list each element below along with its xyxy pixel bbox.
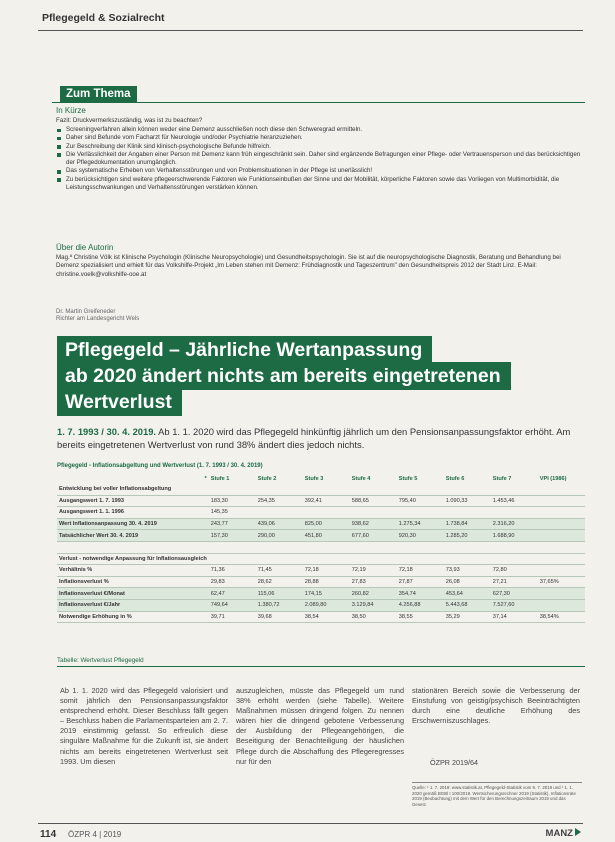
in-brief-list <box>56 126 581 192</box>
table-cell <box>538 495 585 507</box>
table-cell <box>256 553 303 565</box>
publisher-name: MANZ <box>545 828 573 839</box>
table-cell <box>350 553 397 565</box>
table-footer-rule <box>57 666 585 667</box>
table-header-cell: VPI (1986) <box>539 476 567 482</box>
table-cell: 1.688,90 <box>491 530 538 542</box>
table-cell <box>491 507 538 519</box>
in-brief-list-wrap <box>56 126 581 192</box>
table-cell <box>397 541 444 553</box>
table-cell: 5.443,68 <box>444 599 491 611</box>
table-cell: 27,87 <box>397 576 444 588</box>
table-row <box>57 530 585 542</box>
table-cell <box>538 484 585 495</box>
table-cell <box>303 541 350 553</box>
table-cell: 39,71 <box>209 611 256 623</box>
table-cell: 3.129,84 <box>350 599 397 611</box>
table-row <box>57 565 585 577</box>
table-row <box>57 611 585 623</box>
body-column-3: stationären Bereich sowie die Verbesserung der Einstufung von geistig/psychisch Beeinträchtigten durch eine deutliche Erhöhung des Erschwerniszuschlages. <box>412 686 580 726</box>
table-cell <box>491 553 538 565</box>
article-title-line-1: Pflegegeld – Jährliche Wertanpassung <box>57 336 432 364</box>
table-cell <box>350 541 397 553</box>
table-cell: 439,06 <box>256 518 303 530</box>
table-cell <box>397 507 444 519</box>
table-cell: 1.453,46 <box>491 495 538 507</box>
table-cell: 71,36 <box>209 565 256 577</box>
table-row <box>57 599 585 611</box>
in-brief-bullet: Die Verlässlichkeit der Angaben einer Person mit Demenz kann früh eingeschränkt sein. Daher sind ergänzende Befragungen einer Pflege- oder Vertrauensperson und das berücksichtigen der Pflegedokumentation unumgänglich. <box>56 151 581 168</box>
author-bio: Mag.ª Christine Völk ist Klinische Psychologin (Klinische Neuropsychologie) und Gesundheitspsychologin. Sie ist auf die neuropsychologische Diagnostik, Beratung und Behandlung bei Demenz spezialisiert und erhielt für das Volkshilfe-Projekt „Im Leben stehen mit Demenz: Frühdiagnostik und Tageszentrum" den Gesundheitspreis 2012 der Stadt Linz. E-Mail: christine.voelk@volkshilfe-ooe.at <box>56 254 561 278</box>
row-label: Inflationsverlust €/Jahr <box>57 599 209 611</box>
row-label: Verhältnis % <box>57 565 209 577</box>
table-cell: 37,65% <box>538 576 585 588</box>
table-cell: 1.285,20 <box>444 530 491 542</box>
table-cell <box>303 484 350 495</box>
table-row <box>57 541 585 553</box>
table-cell: 71,45 <box>256 565 303 577</box>
table-cell: 451,80 <box>303 530 350 542</box>
row-label <box>57 541 209 553</box>
table-row <box>57 484 585 495</box>
table-cell <box>491 484 538 495</box>
table-cell: 174,15 <box>303 588 350 600</box>
table-cell: 354,74 <box>397 588 444 600</box>
table-cell <box>538 565 585 577</box>
table-cell: 627,30 <box>491 588 538 600</box>
table-cell <box>444 541 491 553</box>
table-cell: 2.089,80 <box>303 599 350 611</box>
table-body <box>57 484 585 623</box>
in-brief-bullet: Daher sind Befunde vom Facharzt für Neurologie und/oder Psychiatrie heranzuziehen. <box>56 134 581 142</box>
table-cell <box>209 541 256 553</box>
table-cell <box>397 484 444 495</box>
table-header-cell: Stufe 6 <box>445 476 465 482</box>
badge-rule <box>52 102 585 103</box>
table-cell: 73,93 <box>444 565 491 577</box>
page-number: 114 <box>40 829 57 840</box>
table-cell: 938,62 <box>350 518 397 530</box>
author-name: Dr. Martin Greifeneder <box>56 309 116 315</box>
table-cell <box>397 553 444 565</box>
table-cell: 37,14 <box>491 611 538 623</box>
table-footer-caption: Tabelle: Wertverlust Pflegegeld <box>57 657 144 664</box>
table-cell: 290,00 <box>256 530 303 542</box>
article-title-line-2: ab 2020 ändert nichts am bereits eingetretenen <box>57 362 511 390</box>
publisher-logo <box>546 828 581 839</box>
row-label: Verlust - notwendige Anpassung für Inflationsausgleich <box>57 553 209 565</box>
table-cell <box>538 518 585 530</box>
table-row <box>57 518 585 530</box>
table-cell: 825,00 <box>303 518 350 530</box>
table-cell: 29,83 <box>209 576 256 588</box>
table-cell: 1.275,34 <box>397 518 444 530</box>
table-row <box>57 576 585 588</box>
table-cell: 35,29 <box>444 611 491 623</box>
table-cell <box>538 541 585 553</box>
author-box-heading: Über die Autorin <box>56 243 114 252</box>
article-lead <box>57 425 582 451</box>
table-cell: 7.527,60 <box>491 599 538 611</box>
table-cell <box>350 484 397 495</box>
table-row <box>57 507 585 519</box>
row-label: Inflationsverlust €/Monat <box>57 588 209 600</box>
table-caption: Pflegegeld - Inflationsabgeltung und Wertverlust (1. 7. 1993 / 30. 4. 2019) <box>57 463 263 469</box>
table-cell: 1.090,33 <box>444 495 491 507</box>
table-cell: 38,54 <box>303 611 350 623</box>
table-cell: 677,60 <box>350 530 397 542</box>
table-cell: 4.256,88 <box>397 599 444 611</box>
table-cell <box>538 530 585 542</box>
table-cell <box>209 553 256 565</box>
in-brief-bullet: Screeningverfahren allein können weder eine Demenz ausschließen noch diese den Schweregrad ermitteln. <box>56 126 581 134</box>
table-cell <box>538 588 585 600</box>
table-cell: 28,62 <box>256 576 303 588</box>
table-cell: 2.316,20 <box>491 518 538 530</box>
table-cell: 27,83 <box>350 576 397 588</box>
in-brief-question: Fazit: Druckvermerkszuständig, was ist zu beachten? <box>56 117 203 124</box>
row-label: Entwicklung bei voller Inflationsabgeltung <box>57 484 209 495</box>
table-cell: 145,35 <box>209 507 256 519</box>
table-header-cell: Stufe 4 <box>351 476 371 482</box>
table-cell <box>256 507 303 519</box>
table-header-row <box>57 474 585 484</box>
table-cell: 72,18 <box>303 565 350 577</box>
table-cell <box>444 484 491 495</box>
in-brief-bullet: Das systematische Erheben von Verhaltensstörungen und von Problemsituationen in der Pflege ist unerlässlich! <box>56 167 581 175</box>
table-cell <box>256 541 303 553</box>
table-cell: 157,30 <box>209 530 256 542</box>
table-cell: 62,47 <box>209 588 256 600</box>
author-role: Richter am Landesgericht Wels <box>56 316 140 322</box>
footnote: Quelle: ¹ 1. 7. 2019: www.statistik.at, Pflegegeld-Statistik vom 9. 7. 2019 und ¹ 1. 1. 2020 gemäß BGBl I 100/2019. Wertsicherungsrechner 2019 (Statistik), Inflationsrate 2019 (Beobachtung) mit dem Wert für den Berechnungszeitraum 2019 und das Gesetz. <box>412 782 582 807</box>
table-cell: 72,19 <box>350 565 397 577</box>
table-cell <box>538 507 585 519</box>
table-header-cell: Stufe 3 <box>304 476 324 482</box>
in-brief-bullet: Zu berücksichtigen sind weitere pflegeerschwerende Faktoren wie Funktionseinbußen der Sinne und der Mobilität, körperliche Faktoren sowie das Vorliegen von Multimorbidität, die Leistungsschwankungen und Verhaltensstörungen verstärken können. <box>56 176 581 193</box>
table-cell <box>538 599 585 611</box>
table-cell: 27,21 <box>491 576 538 588</box>
table-cell: 72,80 <box>491 565 538 577</box>
table-cell <box>303 507 350 519</box>
article-title-line-3: Wertverlust <box>57 388 182 416</box>
lead-text: Ab 1. 1. 2020 wird das Pflegegeld hinkünftig jährlich um den Pensionsanpassungsfaktor erhöht. Am bereits eingetretenen Wertverlust von rund 38% ändert dies jedoch nichts. <box>57 426 571 450</box>
table-row <box>57 495 585 507</box>
table-cell <box>491 541 538 553</box>
table-cell: 26,08 <box>444 576 491 588</box>
table-cell <box>538 553 585 565</box>
running-header <box>38 6 583 31</box>
lead-dates: 1. 7. 1993 / 30. 4. 2019. <box>57 426 157 437</box>
table-cell: 453,64 <box>444 588 491 600</box>
table-header-cell: Stufe 7 <box>492 476 512 482</box>
table-cell <box>303 553 350 565</box>
table-cell: 1.380,72 <box>256 599 303 611</box>
pflegegeld-table <box>57 474 585 623</box>
table-cell: 183,30 <box>209 495 256 507</box>
row-label: Ausgangswert 1. 7. 1993 <box>57 495 209 507</box>
table-cell: 243,77 <box>209 518 256 530</box>
table-cell: 749,64 <box>209 599 256 611</box>
row-label: Notwendige Erhöhung in % <box>57 611 209 623</box>
table-cell: 254,35 <box>256 495 303 507</box>
body-column-2: auszugleichen, müsste das Pflegegeld um rund 38% erhöht werden (siehe Tabelle). Weitere Maßnahmen müssen dringend folgen. Zu nennen wären hier die dringend gebotene Verbesserung der Ausbildung der Pflegeangehörigen, die Beseitigung der Benachteiligung der häuslichen Pflege durch die Abschaffung des Pflegeregresses nur für den <box>236 686 404 766</box>
row-label: Inflationsverlust % <box>57 576 209 588</box>
table-cell: 392,41 <box>303 495 350 507</box>
table-cell: 260,82 <box>350 588 397 600</box>
citation-reference: ÖZPR 2019/64 <box>430 758 478 767</box>
in-brief-bullet: Zur Beschreibung der Klinik sind klinisch-psychologische Befunde hilfreich. <box>56 143 581 151</box>
table-cell <box>444 553 491 565</box>
row-label: Ausgangswert 1. 1. 1996 <box>57 507 209 519</box>
table-cell <box>256 484 303 495</box>
table-cell: 38,55 <box>397 611 444 623</box>
table-cell: 920,30 <box>397 530 444 542</box>
topic-badge: Zum Thema <box>60 86 137 102</box>
row-label: Tatsächlicher Wert 30. 4. 2019 <box>57 530 209 542</box>
table-cell: 39,68 <box>256 611 303 623</box>
table-header-cell: Stufe 5 <box>398 476 418 482</box>
table-cell: 38,50 <box>350 611 397 623</box>
table-cell: 588,65 <box>350 495 397 507</box>
journal-issue: ÖZPR 4 | 2019 <box>68 830 122 839</box>
table-cell: 795,40 <box>397 495 444 507</box>
publisher-arrow-icon <box>575 828 581 836</box>
body-column-1: Ab 1. 1. 2020 wird das Pflegegeld valorisiert und somit jährlich den Pensionsanpassungsfaktor entsprechend erhöht. Dieser Beschluss fällt gegen – Beschluss haben die Parlamentsparteien am 2. 7. 2019 einstimmig gefasst. So erfreulich diese singuläre Maßnahme für die Zukunft ist, sie ändert nichts am bereits eingetretenen Wertverlust seit 1993. Um diesen <box>60 686 228 766</box>
table-cell: 28,88 <box>303 576 350 588</box>
table-header-cell: * <box>204 476 207 482</box>
table-cell: 38,54% <box>538 611 585 623</box>
table-cell: 1.738,84 <box>444 518 491 530</box>
table-header-cell: Stufe 2 <box>257 476 277 482</box>
table-row <box>57 588 585 600</box>
table-header-cell: Stufe 1 <box>210 476 230 482</box>
table-row <box>57 553 585 565</box>
table-cell <box>209 484 256 495</box>
page-footer <box>38 823 583 840</box>
row-label: Wert Inflationsanpassung 30. 4. 2019 <box>57 518 209 530</box>
table-cell <box>350 507 397 519</box>
in-brief-heading: In Kürze <box>56 106 86 115</box>
section-title: Pflegegeld & Sozialrecht <box>42 12 165 24</box>
table-cell: 72,18 <box>397 565 444 577</box>
table-cell: 115,06 <box>256 588 303 600</box>
article-author <box>56 309 139 323</box>
table-cell <box>444 507 491 519</box>
